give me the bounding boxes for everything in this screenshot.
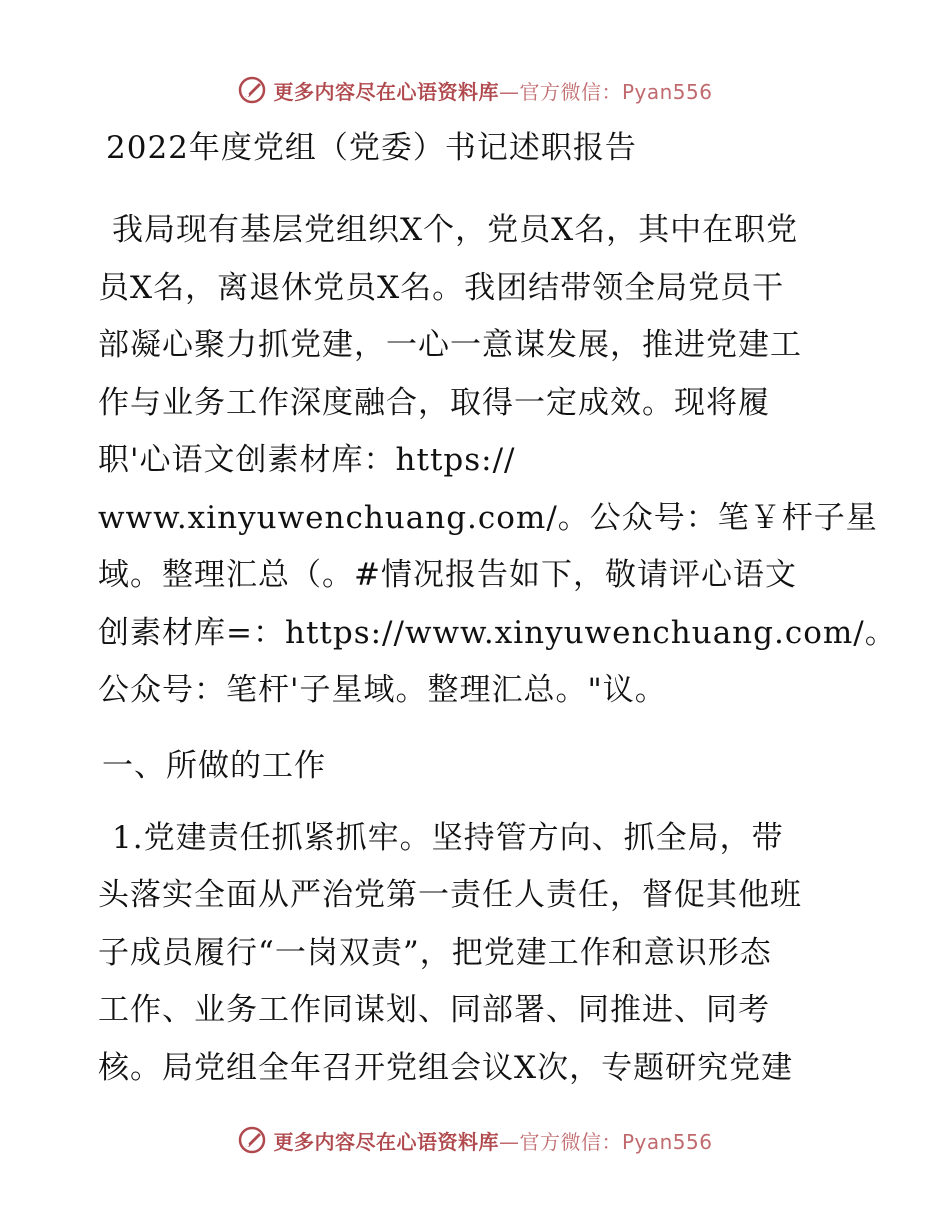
section-paragraph <box>98 810 858 1098</box>
text-line: 部凝心聚力抓党建，一心一意谋发展，推进党建工 <box>98 327 802 363</box>
text-line: 核。局党组全年召开党组会议X次，专题研究党建 <box>98 1049 794 1086</box>
footer-banner <box>0 1120 950 1160</box>
quill-seal-icon <box>237 1125 267 1155</box>
text-line: 创素材库=：https://www.xinyuwenchuang.com/。 <box>98 614 897 651</box>
text-line: 我局现有基层党组织X个，党员X名，其中在职党 <box>112 212 799 248</box>
text-line: 工作、业务工作同谋划、同部署、同推进、同考 <box>98 992 770 1028</box>
section-heading: 一、所做的工作 <box>102 747 326 784</box>
text-line: 作与业务工作深度融合，取得一定成效。现将履 <box>98 384 770 421</box>
header-banner <box>0 70 950 110</box>
text-line: 1.党建责任抓紧抓牢。坚持管方向、抓全局，带 <box>112 819 784 856</box>
intro-paragraph <box>98 202 897 720</box>
text-line: 子成员履行“一岗双责”，把党建工作和意识形态 <box>98 934 772 971</box>
text-line: 公众号：笔杆'子星域。整理汇总。"议。 <box>98 672 667 708</box>
document-title: 2022年度党组（党委）书记述职报告 <box>106 130 637 166</box>
text-line: 域。整理汇总（。#情况报告如下，敬请评心语文 <box>98 557 797 593</box>
document-body <box>98 124 897 1097</box>
banner-text: 更多内容尽在心语资料库—官方微信：Pyan556 <box>273 1129 713 1154</box>
text-line: 员X名，离退休党员X名。我团结带领全局党员干 <box>98 269 785 306</box>
text-line: 头落实全面从严治党第一责任人责任，督促其他班 <box>98 877 802 913</box>
quill-seal-icon <box>237 75 267 105</box>
banner-text: 更多内容尽在心语资料库—官方微信：Pyan556 <box>273 79 713 104</box>
text-line: www.xinyuwenchuang.com/。公众号：笔￥杆子星 <box>98 499 878 536</box>
text-line: 职'心语文创素材库：https:// <box>98 442 516 478</box>
